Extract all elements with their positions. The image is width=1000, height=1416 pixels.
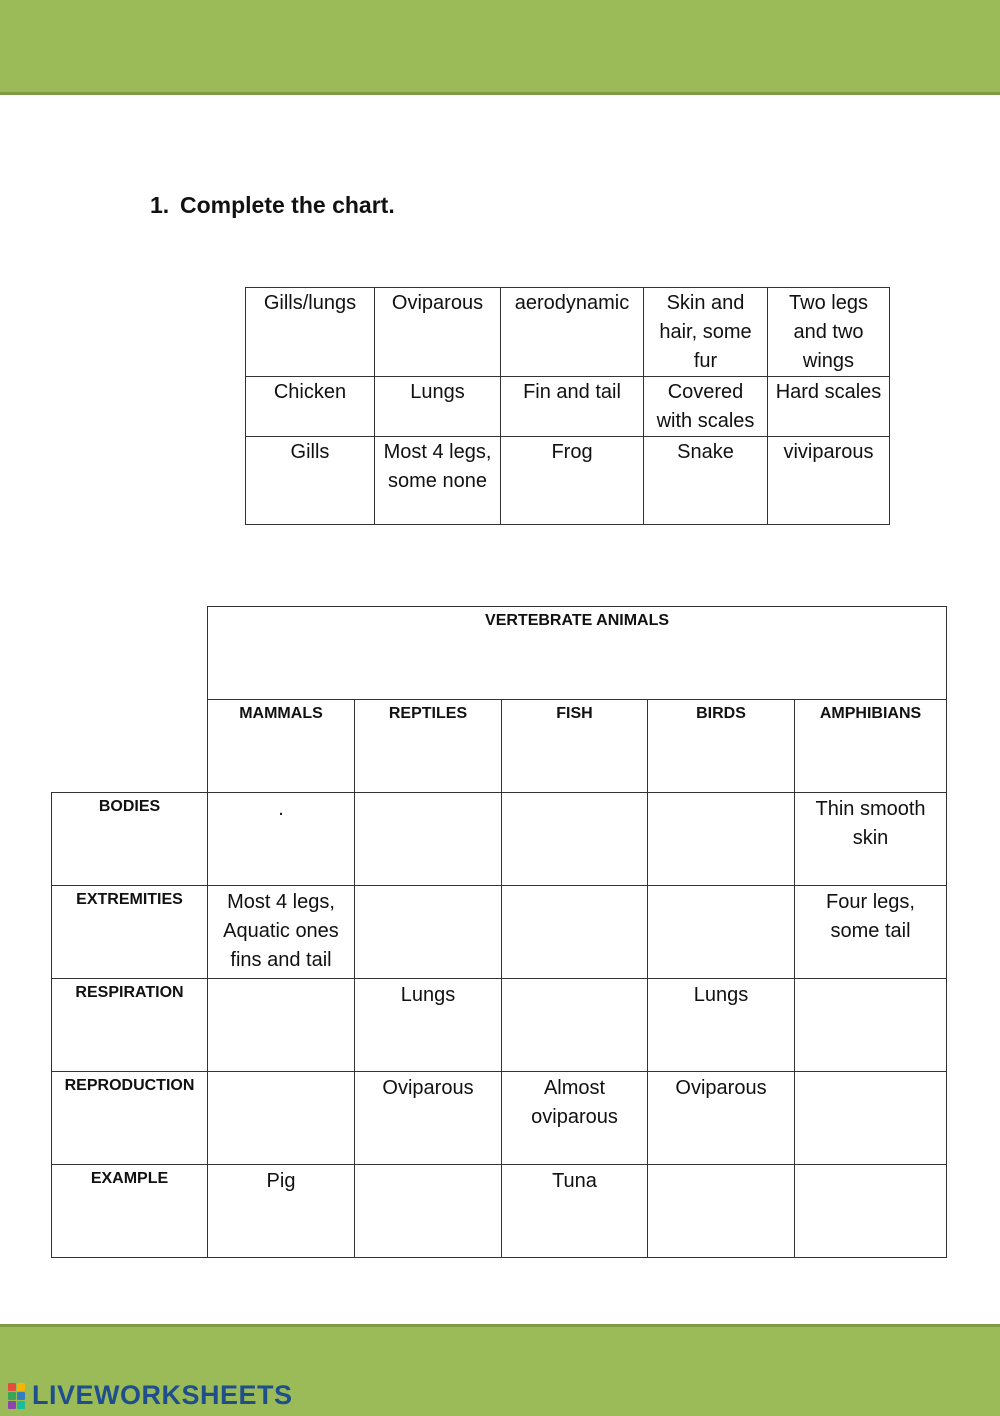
word-bank-cell: Oviparous [375,288,501,377]
chart-cell[interactable]: Almost oviparous [502,1072,648,1165]
question-heading [150,192,395,219]
chart-title-row [52,607,947,700]
row-label: EXAMPLE [52,1165,208,1258]
chart-header-row [52,700,947,793]
word-bank-cell: Frog [501,437,644,525]
chart-cell[interactable]: Thin smooth skin [795,793,947,886]
word-bank-cell: Gills [246,437,375,525]
word-bank-table [245,287,890,525]
chart-cell[interactable] [502,886,648,979]
word-bank-cell: Lungs [375,377,501,437]
word-bank-cell: Two legs and two wings [768,288,890,377]
word-bank-cell: aerodynamic [501,288,644,377]
word-bank-cell: Hard scales [768,377,890,437]
chart-cell[interactable] [648,793,795,886]
chart-row-bodies [52,793,947,886]
logo-text: LIVEWORKSHEETS [32,1379,293,1410]
column-header-fish: FISH [502,700,648,793]
chart-cell[interactable] [502,979,648,1072]
chart-cell[interactable]: Tuna [502,1165,648,1258]
chart-cell[interactable] [208,1072,355,1165]
row-label: BODIES [52,793,208,886]
question-text: Complete the chart. [180,192,395,218]
word-bank-cell: Most 4 legs, some none [375,437,501,525]
question-number: 1. [150,192,170,218]
chart-cell[interactable] [355,1165,502,1258]
chart-row-example [52,1165,947,1258]
chart-row-reproduction [52,1072,947,1165]
top-band [0,0,1000,95]
liveworksheets-logo [8,1378,293,1412]
column-header-mammals: MAMMALS [208,700,355,793]
word-bank-cell: Skin and hair, some fur [644,288,768,377]
chart-cell[interactable] [795,1165,947,1258]
chart-cell[interactable]: Lungs [355,979,502,1072]
word-bank-cell: Covered with scales [644,377,768,437]
chart-cell[interactable] [355,793,502,886]
chart-cell[interactable]: Four legs, some tail [795,886,947,979]
chart-title: VERTEBRATE ANIMALS [208,607,947,700]
chart-cell[interactable] [355,886,502,979]
logo-blocks-icon [8,1381,30,1409]
column-header-birds: BIRDS [648,700,795,793]
row-label: RESPIRATION [52,979,208,1072]
row-label: EXTREMITIES [52,886,208,979]
word-bank-row [246,377,890,437]
word-bank-row [246,288,890,377]
word-bank-cell: Chicken [246,377,375,437]
chart-cell[interactable] [502,793,648,886]
chart-row-respiration [52,979,947,1072]
chart-cell[interactable]: Oviparous [648,1072,795,1165]
chart-cell[interactable] [795,1072,947,1165]
chart-cell[interactable] [795,979,947,1072]
chart-row-extremities [52,886,947,979]
word-bank-row [246,437,890,525]
chart-cell[interactable] [648,1165,795,1258]
chart-cell[interactable] [648,886,795,979]
chart-cell[interactable]: Oviparous [355,1072,502,1165]
chart-cell[interactable]: Most 4 legs, Aquatic ones fins and tail [208,886,355,979]
chart-corner [52,700,208,793]
chart-cell[interactable]: . [208,793,355,886]
row-label: REPRODUCTION [52,1072,208,1165]
column-header-amphibians: AMPHIBIANS [795,700,947,793]
vertebrate-chart [51,606,947,1258]
chart-cell[interactable]: Pig [208,1165,355,1258]
word-bank-cell: Fin and tail [501,377,644,437]
column-header-reptiles: REPTILES [355,700,502,793]
word-bank-cell: Snake [644,437,768,525]
word-bank-cell: viviparous [768,437,890,525]
chart-corner [52,607,208,700]
chart-cell[interactable]: Lungs [648,979,795,1072]
word-bank-cell: Gills/lungs [246,288,375,377]
chart-cell[interactable] [208,979,355,1072]
